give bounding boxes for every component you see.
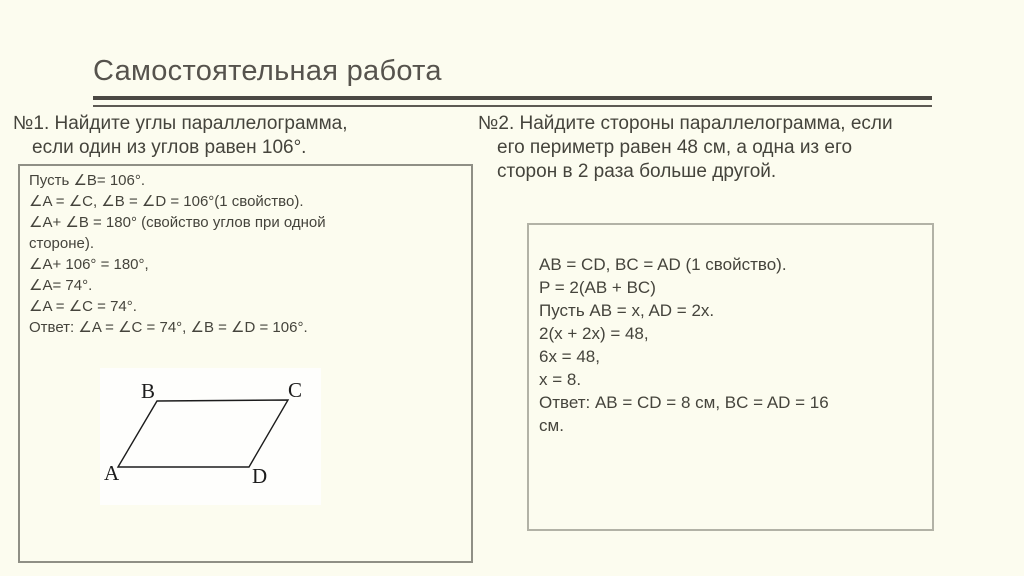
problem1-solution-line: ∠A = ∠C, ∠B = ∠D = 106°(1 свойство). bbox=[29, 193, 304, 210]
problem2-solution-line: 2(x + 2x) = 48, bbox=[539, 324, 649, 343]
problem1-heading-line1: №1. Найдите углы параллелограмма, bbox=[13, 113, 348, 134]
vertex-label-c: C bbox=[288, 378, 303, 402]
problem2-solution-line: AB = CD, BC = AD (1 свойство). bbox=[539, 255, 787, 274]
problem1-solution-line: ∠A = ∠C = 74°. bbox=[29, 298, 137, 315]
vertex-label-b: B bbox=[141, 379, 156, 403]
problem2-solution-line: 6x = 48, bbox=[539, 347, 600, 366]
vertex-label-a: A bbox=[104, 461, 120, 485]
problem1-solution-line: Пусть ∠B= 106°. bbox=[29, 172, 146, 189]
problem2-solution-line: см. bbox=[539, 416, 564, 435]
problem1-solution-line: Ответ: ∠A = ∠C = 74°, ∠B = ∠D = 106°. bbox=[29, 319, 308, 336]
problem2-solution-line: Пусть AB = x, AD = 2x. bbox=[539, 301, 715, 320]
problem1-heading-line2: если один из углов равен 106°. bbox=[32, 137, 307, 158]
problem1-solution-line: стороне). bbox=[29, 235, 95, 252]
problem2-heading-line3: сторон в 2 раза больше другой. bbox=[497, 161, 777, 182]
problem2-solution-box bbox=[527, 223, 934, 531]
problem2-solution-line: x = 8. bbox=[539, 370, 582, 389]
problem2-heading-line1: №2. Найдите стороны параллелограмма, если bbox=[478, 113, 893, 134]
parallelogram-diagram bbox=[100, 368, 321, 505]
vertex-label-d: D bbox=[252, 464, 268, 488]
problem1-solution-line: ∠A+ ∠B = 180° (свойство углов при одной bbox=[29, 214, 326, 231]
slide-title: Самостоятельная работа bbox=[93, 55, 442, 87]
problem2-heading bbox=[478, 112, 893, 184]
problem2-heading-line2: его периметр равен 48 см, а одна из его bbox=[497, 137, 853, 158]
problem1-solution-line: ∠A+ 106° = 180°, bbox=[29, 256, 149, 273]
problem1-solution-line: ∠A= 74°. bbox=[29, 277, 93, 294]
title-underline-thick bbox=[93, 96, 932, 100]
problem2-solution-line: P = 2(AB + BC) bbox=[539, 278, 656, 297]
title-underline-thin bbox=[93, 105, 932, 107]
problem2-solution-line: Ответ: AB = CD = 8 см, BC = AD = 16 bbox=[539, 393, 829, 412]
parallelogram-shape bbox=[118, 400, 288, 467]
problem1-heading bbox=[13, 112, 347, 160]
